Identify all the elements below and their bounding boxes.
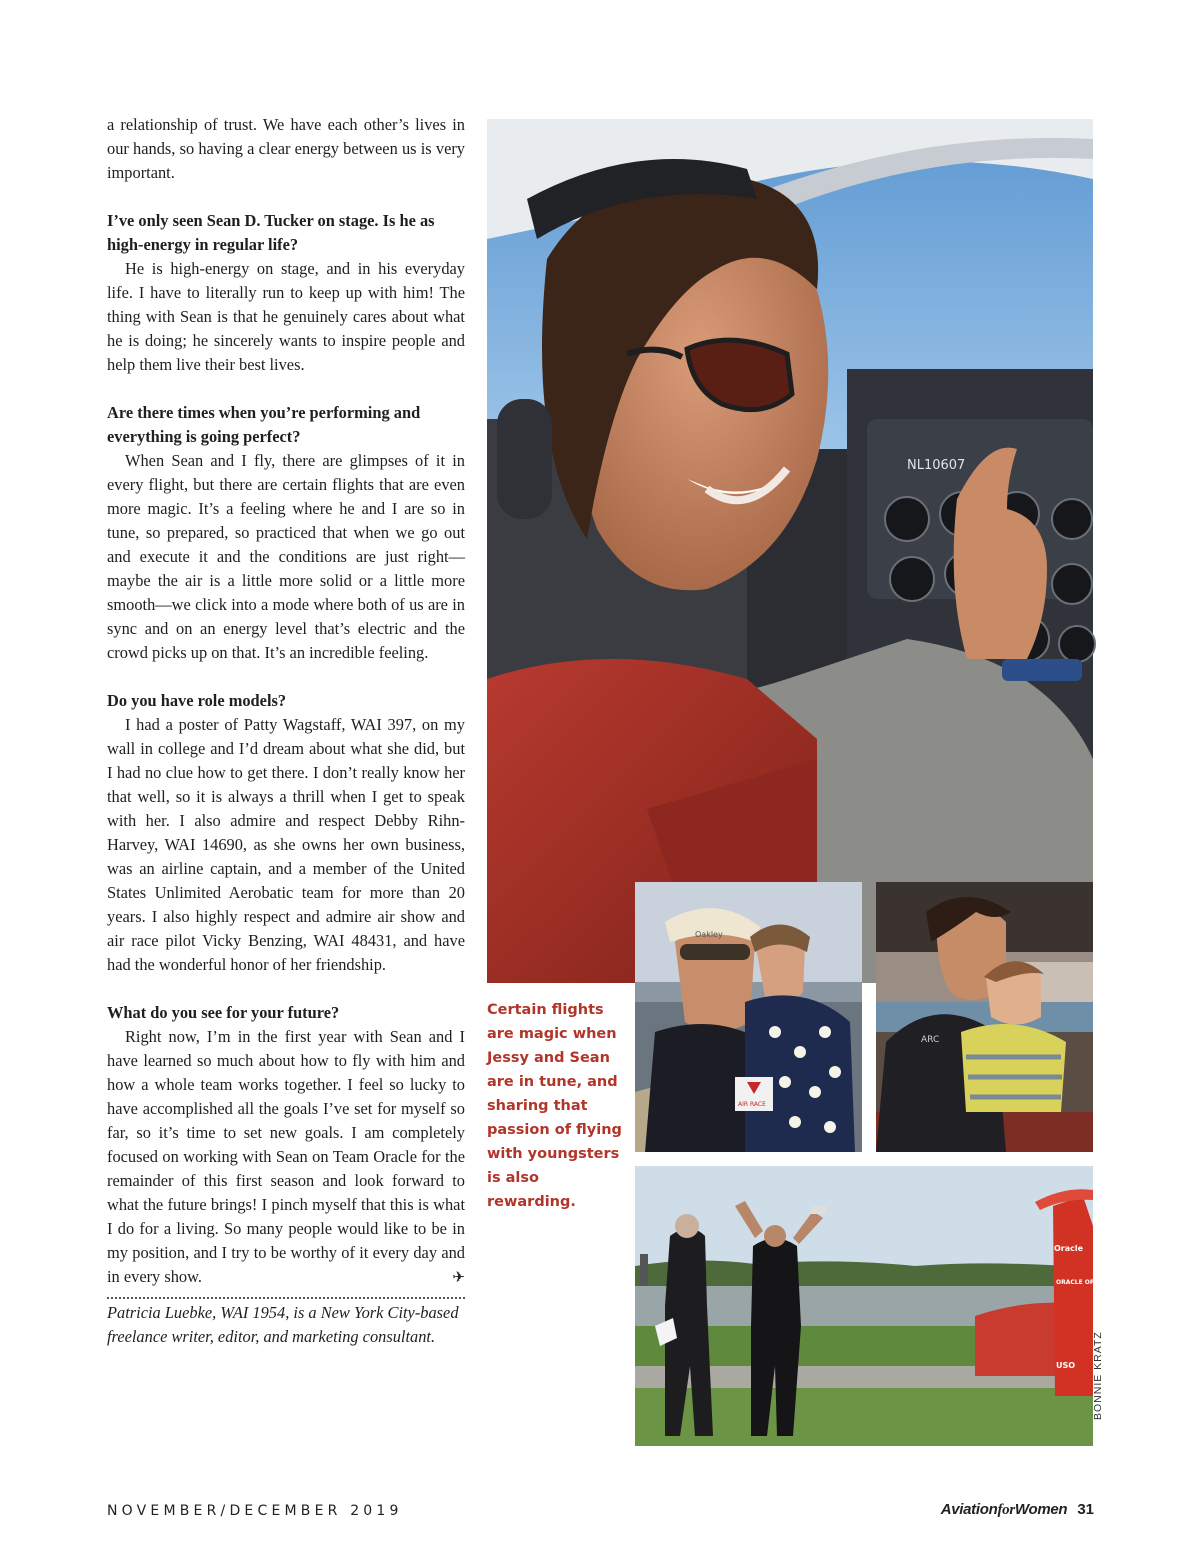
plane-sponsor-text: USO: [1056, 1361, 1076, 1370]
question-1: I’ve only seen Sean D. Tucker on stage. Is he as high-energy in regular life?: [107, 211, 435, 254]
photo-credit: BONNIE KRATZ: [1092, 1331, 1104, 1420]
magazine-footer: [941, 1501, 1094, 1519]
intro-paragraph: a relationship of trust. We have each other’s lives in our hands, so having a clear energy between us is very important.: [107, 115, 465, 182]
question-4: What do you see for your future?: [107, 1003, 340, 1022]
article-column: [107, 113, 465, 1349]
answer-4-text: Right now, I’m in the first year with Sean and I have learned so much about how to fly with him and how a whole team works together. I feel so lucky to have accomplished all the goals I’ve set for myself so far, so it’s time to set new goals. I am completely focused on working with Sean on Team Oracle for the remainder of this first season and look forward to what the future brings! I pinch myself that this is what I do for a living. So many people would like to be in my position, and I try to be worthy of it every day and in every show.: [107, 1027, 465, 1286]
question-2: Are there times when you’re performing and everything is going perfect?: [107, 403, 421, 446]
author-bio: Patricia Luebke, WAI 1954, is a New York City-based freelance writer, editor, and marketing consultant.: [107, 1303, 459, 1346]
photo-caption: Certain flights are magic when Jessy and Sean are in tune, and sharing that passion of flying with youngsters is also rewarding.: [487, 1002, 622, 1210]
photo-woman-with-girl: [635, 882, 862, 1152]
plane-banner-text: ORACLE OPEN WORLD: [1056, 1279, 1131, 1286]
tail-number-text: NL10607: [907, 458, 966, 473]
answer-3: I had a poster of Patty Wagstaff, WAI 397, on my wall in college and I’d dream about what she did, but I had no clue how to get there. I don’t really know her that well, so it is always a thrill when I get to speak with her. I also admire and respect Debby Rihn-Harvey, WAI 14690, as she owns her own business, was an airline captain, and a member of the United States Unlimited Aerobatic team for more than 20 years. I also highly respect and admire air show and air race pilot Vicky Benzing, WAI 48431, and have had the wonderful honor of her friendship.: [107, 715, 465, 974]
magazine-name-c: Women: [1014, 1501, 1068, 1518]
patch-text: AIR RACE: [738, 1101, 766, 1108]
page-number: 31: [1077, 1501, 1094, 1518]
plane-brand-text: Oracle: [1054, 1244, 1084, 1253]
answer-4: [107, 1025, 465, 1289]
shirt-logo-text: ARC: [921, 1035, 940, 1045]
answer-1: He is high-energy on stage, and in his everyday life. I have to literally run to keep up with him! The thing with Sean is that he genuinely cares about what he is doing; he sincerely wants to inspire people and help them live their best lives.: [107, 259, 465, 374]
magazine-name: [941, 1501, 1068, 1518]
magazine-name-b: for: [997, 1502, 1015, 1518]
answer-2: When Sean and I fly, there are glimpses of it in every flight, but there are certain flights that are even more magic. It’s a feeling where he and I are so in tune, so prepared, so practiced that when we go out and execute it and the conditions are just right—maybe the air is a little more solid or a little more smooth—we click into a mode where both of us are in sync and on an energy level that’s electric and the crowd picks up on that. It’s an incredible feeling.: [107, 451, 465, 662]
photo-woman-with-boy: [876, 882, 1093, 1152]
hat-logo-text: Oakley: [695, 930, 723, 939]
airplane-icon: ✈: [452, 1268, 465, 1286]
question-3: Do you have role models?: [107, 691, 287, 710]
magazine-name-a: Aviation: [940, 1501, 998, 1518]
main-photo-pilot-cockpit: [487, 119, 1093, 983]
issue-date: NOVEMBER/DECEMBER 2019: [107, 1503, 403, 1519]
